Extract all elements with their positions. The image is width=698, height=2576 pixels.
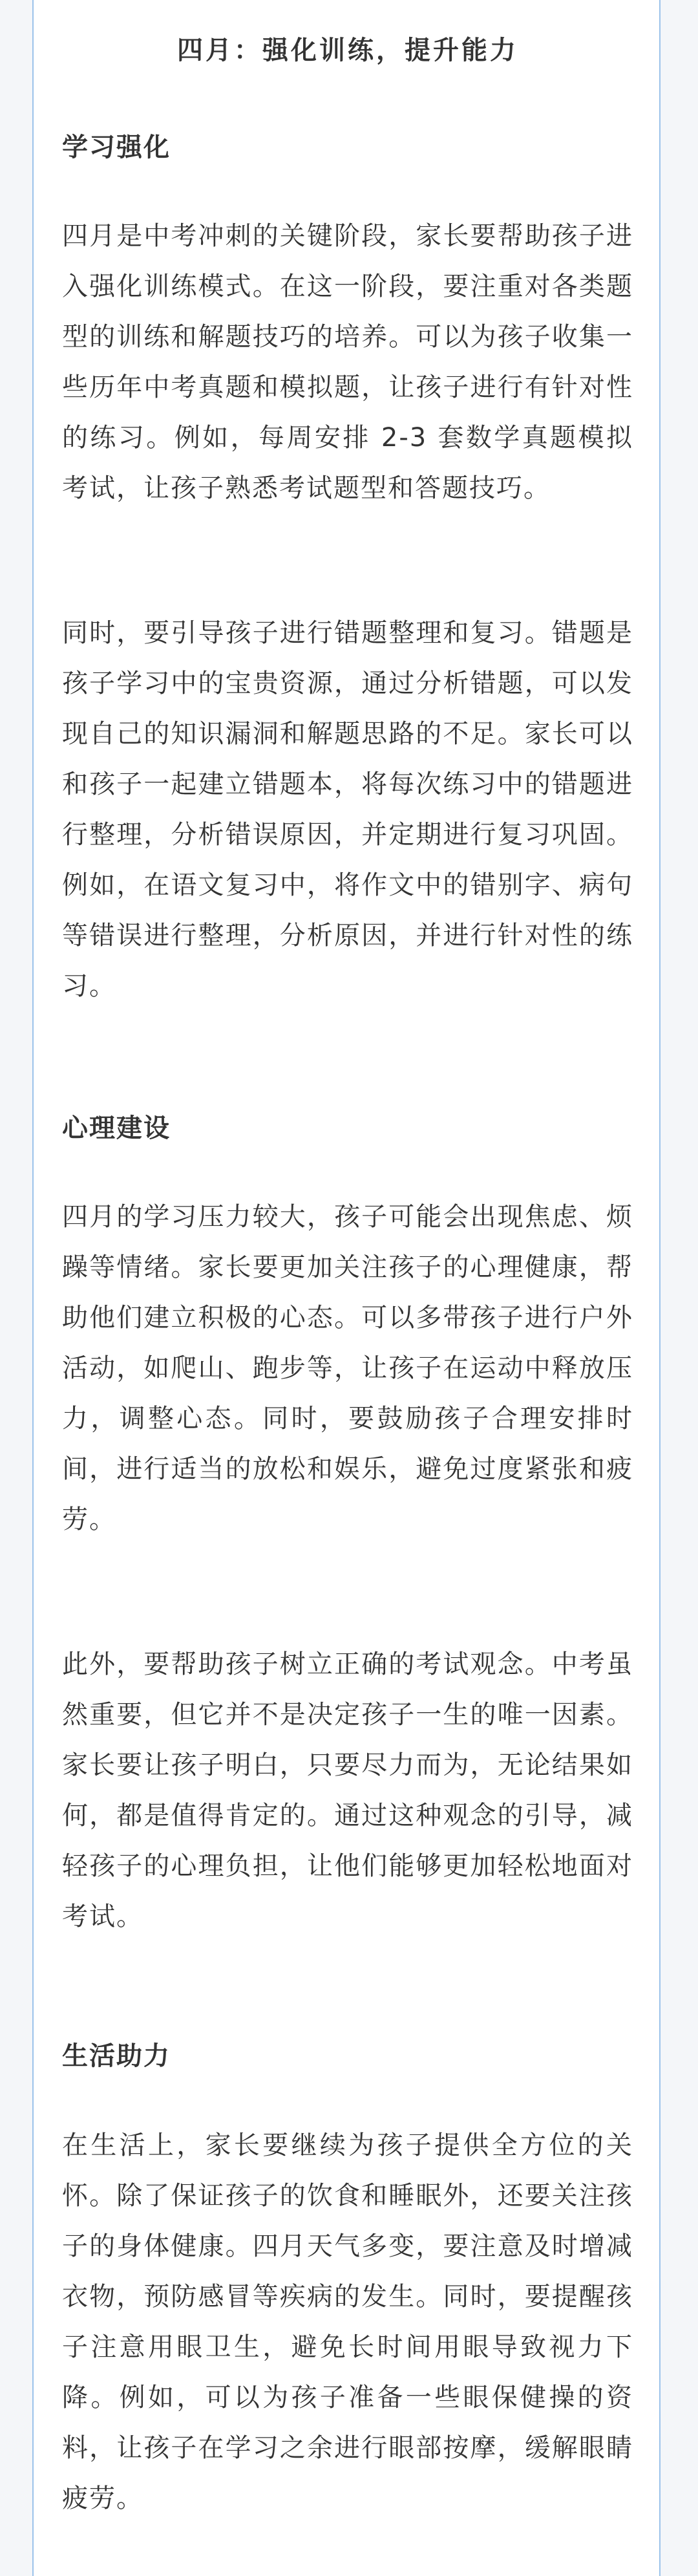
article-title: 四月：强化训练，提升能力 — [177, 36, 518, 65]
section-heading-mental: 心理建设 — [62, 1113, 171, 1143]
paragraph-mental-2: 此外，要帮助孩子树立正确的考试观念。中考虽然重要，但它并不是决定孩子一生的唯一因素。家长要让孩子明白，只要尽力而为，无论结果如何，都是值得肯定的。通过这种观念的引导，减轻孩子的心理负担，让他们能够更加轻松地面对考试。 — [62, 1649, 633, 1931]
paragraph-study-1: 四月是中考冲刺的关键阶段，家长要帮助孩子进入强化训练模式。在这一阶段，要注重对各类题型的训练和解题技巧的培养。可以为孩子收集一些历年中考真题和模拟题，让孩子进行有针对性的练习。例如，每周安排 2-3 套数学真题模拟考试，让孩子熟悉考试题型和答题技巧。 — [62, 221, 633, 503]
article-panel — [32, 0, 661, 2576]
paragraph-mental-1: 四月的学习压力较大，孩子可能会出现焦虑、烦躁等情绪。家长要更加关注孩子的心理健康，帮助他们建立积极的心态。可以多带孩子进行户外活动，如爬山、跑步等，让孩子在运动中释放压力，调整心态。同时，要鼓励孩子合理安排时间，进行适当的放松和娱乐，避免过度紧张和疲劳。 — [62, 1202, 633, 1534]
section-heading-life: 生活助力 — [62, 2041, 171, 2071]
paragraph-life-1: 在生活上，家长要继续为孩子提供全方位的关怀。除了保证孩子的饮食和睡眠外，还要关注孩子的身体健康。四月天气多变，要注意及时增减衣物，预防感冒等疾病的发生。同时，要提醒孩子注意用眼卫生，避免长时间用眼导致视力下降。例如，可以为孩子准备一些眼保健操的资料，让孩子在学习之余进行眼部按摩，缓解眼睛疲劳。 — [62, 2131, 633, 2513]
paragraph-study-2: 同时，要引导孩子进行错题整理和复习。错题是孩子学习中的宝贵资源，通过分析错题，可以发现自己的知识漏洞和解题思路的不足。家长可以和孩子一起建立错题本，将每次练习中的错题进行整理，分析错误原因，并定期进行复习巩固。例如，在语文复习中，将作文中的错别字、病句等错误进行整理，分析原因，并进行针对性的练习。 — [62, 618, 633, 1001]
section-heading-study: 学习强化 — [62, 133, 171, 162]
